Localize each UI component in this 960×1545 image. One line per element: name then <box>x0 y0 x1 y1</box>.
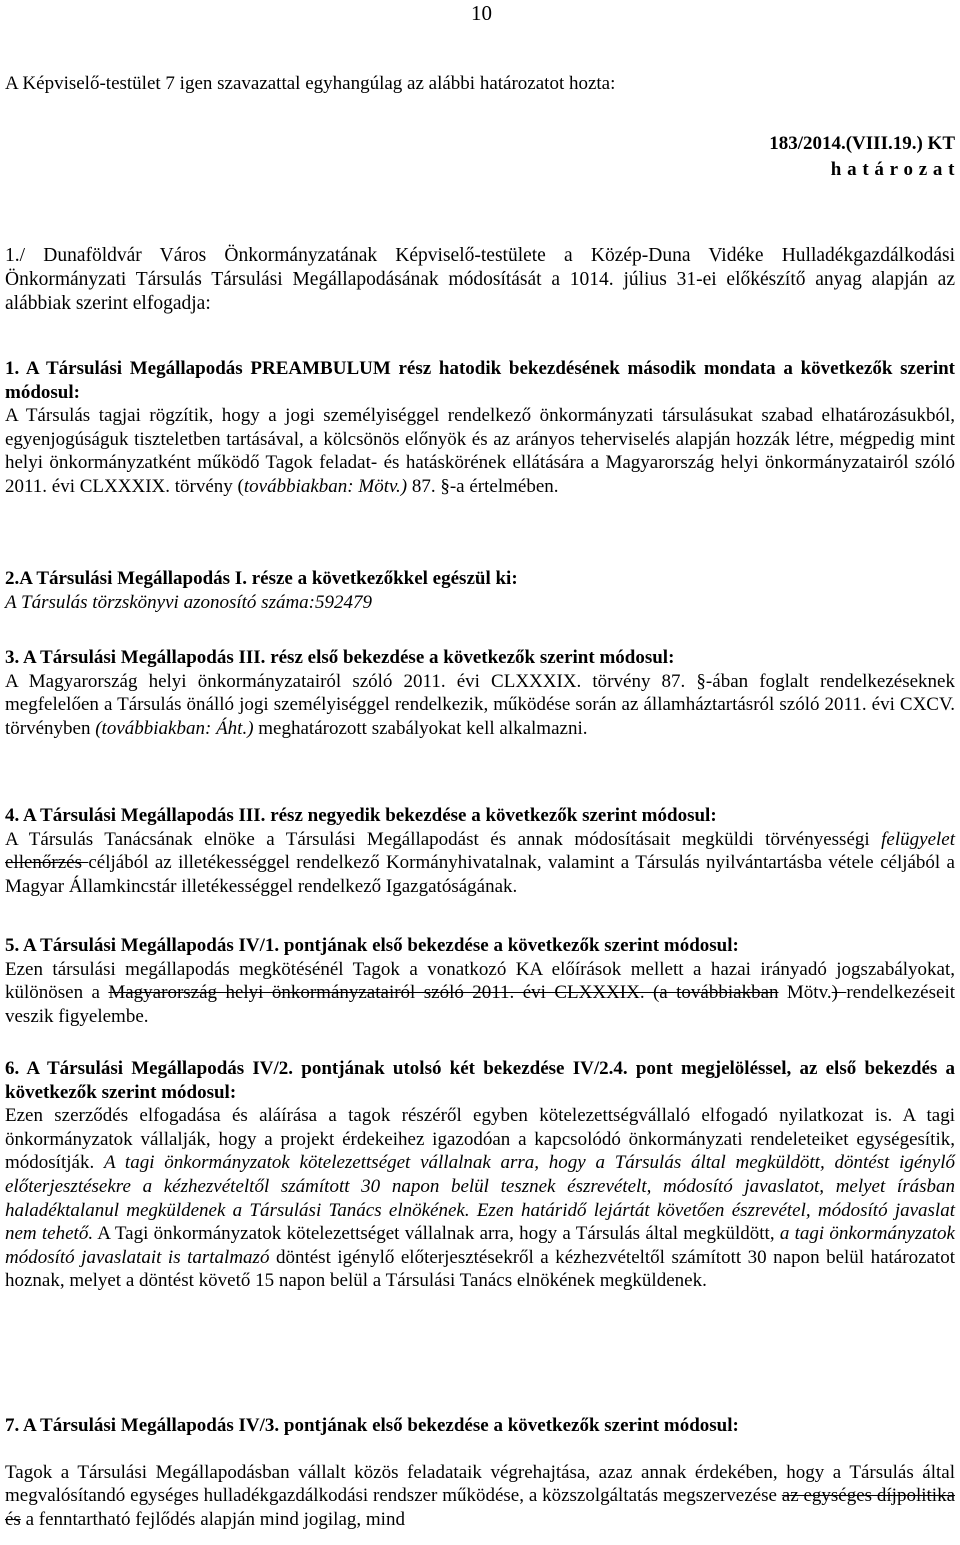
section-4 <box>5 804 955 898</box>
page-number: 10 <box>471 1 492 25</box>
section-5-text-b: Mötv. <box>778 982 832 1004</box>
section-5-heading <box>5 934 955 958</box>
section-7-heading-a: 7. A Társulási Megállapodás IV/3. <box>5 1415 280 1436</box>
section-2 <box>5 567 955 614</box>
section-6-italic-2: a tagi önkormányzatok módosító javaslatait is tartalmazó <box>5 1223 955 1268</box>
section-5-text-a: Ezen társulási megállapodás megkötésénél Tagok a vonatkozó KA előírások mellett a hazai irányadó jogszabályokat, különösen a <box>5 958 955 1004</box>
section-4-heading-b: rész negyedik bekezdése a következők szerint módosul: <box>265 805 717 826</box>
section-3-heading-a: 3. A Társulási Megállapodás III. <box>5 647 266 668</box>
section-6-text-c: döntést igénylő előterjesztésekről a kézhezvételtől számított 30 napon belül határozatot hoznak, melyet a döntést követő 15 napon belül a Társulási Tanács elnökének megküldenek. <box>5 1246 955 1292</box>
section-7-text-b: a fenntartható fejlődés alapján mind jogilag, mind <box>20 1508 405 1530</box>
section-5-strike-1: Magyarország helyi önkormányzatairól szóló 2011. évi CLXXXIX. (a továbbiakban <box>108 982 779 1004</box>
section-3-text: A Magyarország helyi önkormányzatairól szóló 2011. évi CLXXXIX. törvény 87. §-ában foglalt rendelkezéseknek megfelelően a Társulás önálló jogi személyiséggel rendelkezik, működése során az államháztartásról szóló 2011. évi CXCV. törvényben <box>5 670 955 739</box>
section-6 <box>5 1057 955 1293</box>
section-3-body <box>5 670 955 741</box>
intro-text: A Képviselő-testület 7 igen szavazattal egyhangúlag az alábbi határozatot hozta: <box>5 73 616 94</box>
section-3-end: meghatározott szabályokat kell alkalmazni. <box>253 717 588 739</box>
section-2-heading-b: része a következőkkel egészül ki: <box>246 568 518 589</box>
resolution-number: 183/2014.(VIII.19.) KT <box>769 133 955 154</box>
section-6-text-b: A Tagi önkormányzatok kötelezettséget vállalnak arra, hogy a Társulás által megküldött, <box>93 1223 780 1245</box>
section-5 <box>5 934 955 1028</box>
section-4-strike: ellenőrzés <box>5 852 89 874</box>
section-1-heading: 1. A Társulási Megállapodás PREAMBULUM rész hatodik bekezdésének második mondata a következők szerint módosul: <box>5 358 955 403</box>
section-1-italic: továbbiakban: Mötv.) <box>243 475 408 497</box>
section-5-heading-b: pontjának első bekezdése a következők szerint módosul: <box>279 935 739 956</box>
section-7-heading <box>5 1414 955 1438</box>
section-1-text: A Társulás tagjai rögzítik, hogy a jogi személyiséggel rendelkező önkormányzati társulásukat szabad elhatározásukból, egyenjogúságuk tiszteletben tartásával, a kölcsönös előnyök és az arányos teherviselés alapján hozzák létre, mégpedig mint helyi önkormányzatként működő Tagok feladat- és hatáskörének ellátására a Magyarország helyi önkormányzatairól szóló 2011. évi CLXXXIX. törvény ( <box>5 405 955 497</box>
section-1 <box>5 357 955 499</box>
section-7-strike: az egységes díjpolitika és <box>5 1485 955 1530</box>
section-3-heading <box>5 646 955 670</box>
section-6-heading <box>5 1057 955 1104</box>
section-7 <box>5 1414 955 1531</box>
section-5-strike-2: ) <box>831 982 847 1004</box>
section-3-heading-b: rész első bekezdése a következők szerint módosul: <box>265 647 675 668</box>
section-4-text-b: céljából az illetékességgel rendelkező Kormányhivatalnak, valamint a Társulás nyilvántartásba vétele céljából a Magyar Államkincstár illetékességgel rendelkező Igazgatóságának. <box>5 852 955 897</box>
section-6-heading-b: pontjának utolsó két bekezdése IV/2.4. pont megjelöléssel, az első bekezdés a következők szerint módosul: <box>5 1058 955 1103</box>
section-7-heading-b: pontjának első bekezdése a következők szerint módosul: <box>279 1415 739 1436</box>
section-2-heading-a: 2.A Társulási Megállapodás I. <box>5 568 247 589</box>
section-6-text-a: Ezen szerződés elfogadása és aláírása a tagok részéről egyben kötelezettségvállaló elfogadó nyilatkozat is. A tagi önkormányzatok vállalják, hogy a projekt érdekeihez igazodóan a kapcsolódó önkormányzati rendeleteiket egységesítik, módosítják. <box>5 1105 955 1174</box>
resolution-word: h a t á r o z a t <box>830 159 955 180</box>
section-6-italic-1: A tagi önkormányzatok kötelezettséget vállalnak arra, hogy a Társulás által megküldött, döntést igénylő előterjesztésekre a kézhezvételtől számított 30 napon belül tesznek észrevételt, módosító javaslatot, melyet írásban haladéktalanul megküldenek a Társulási Tanács elnökének. Ezen határidő lejártát követően észrevétel, módosító javaslat nem tehető. <box>5 1152 955 1245</box>
section-6-heading-a: 6. A Társulási Megállapodás IV/2. <box>5 1058 294 1079</box>
section-6-body <box>5 1104 955 1293</box>
item-1: 1./ Dunaföldvár Város Önkormányzatának Képviselő-testülete a Közép-Duna Vidéke Hulladékgazdálkodási Önkormányzati Társulás Társulási Megállapodásának módosítását a 1014. július 31-ei előkészítő anyag alapján az alábbiak szerint elfogadja: <box>5 245 955 314</box>
section-4-text-a: A Társulás Tanácsának elnöke a Társulási Megállapodást és annak módosításait megküldi törvényességi <box>5 828 882 850</box>
section-5-body <box>5 958 955 1029</box>
section-7-body <box>5 1461 955 1532</box>
section-4-italic: felügyelet <box>881 828 955 850</box>
section-3 <box>5 646 955 740</box>
section-5-text-c: rendelkezéseit veszik figyelembe. <box>5 982 955 1027</box>
section-2-heading <box>5 567 955 591</box>
section-4-heading <box>5 804 955 828</box>
section-7-text-a: Tagok a Társulási Megállapodásban vállalt közös feladataik végrehajtása, azaz annak érdekében, hogy a Társulás által megvalósítandó egységes hulladékgazdálkodási rendszer működése, a közszolgáltatás megszervezése <box>5 1461 955 1507</box>
section-5-heading-a: 5. A Társulási Megállapodás IV/1. <box>5 935 280 956</box>
section-1-body <box>5 404 955 498</box>
section-3-italic: (továbbiakban: Áht.) <box>95 717 254 739</box>
section-1-end: 87. §-a értelmében. <box>407 475 559 497</box>
section-4-body <box>5 828 955 899</box>
section-2-body: A Társulás törzskönyvi azonosító száma:592479 <box>5 591 373 613</box>
section-4-heading-a: 4. A Társulási Megállapodás III. <box>5 805 266 826</box>
